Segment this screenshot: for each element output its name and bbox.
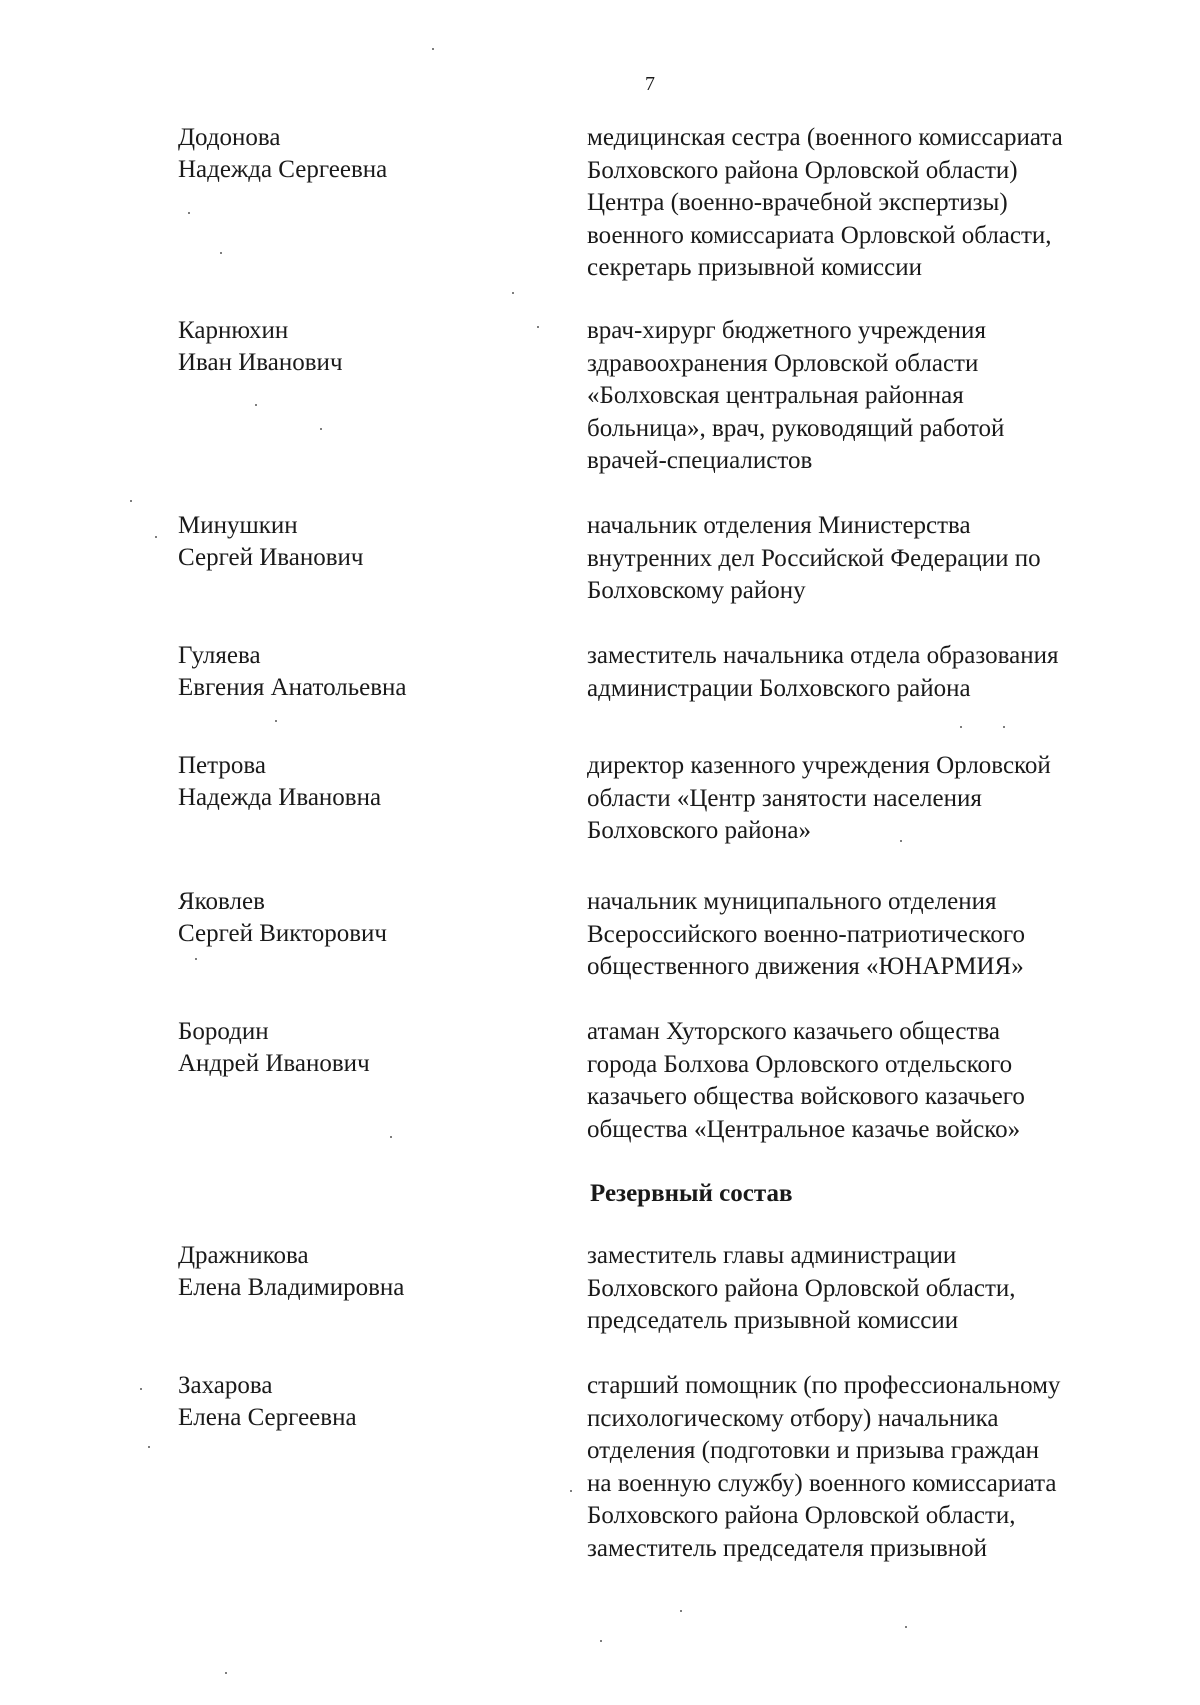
member-surname: Карнюхин	[178, 317, 289, 344]
member-name	[178, 1370, 558, 1434]
scan-speck	[390, 1136, 392, 1138]
scan-speck	[148, 1446, 150, 1448]
scan-speck	[960, 726, 962, 728]
scan-speck	[905, 1626, 907, 1628]
member-name	[178, 1240, 558, 1304]
page-number: 7	[645, 73, 655, 95]
member-name	[178, 510, 558, 574]
scan-speck	[900, 840, 902, 842]
member-name	[178, 886, 558, 950]
scan-speck	[512, 292, 514, 294]
member-given-names: Евгения Анатольевна	[178, 674, 407, 701]
scan-speck	[220, 252, 222, 254]
member-role: заместитель начальника отдела образования администрации Болховского района	[587, 642, 1059, 702]
member-name	[178, 750, 558, 814]
member-given-names: Сергей Викторович	[178, 920, 387, 947]
member-role: атаман Хуторского казачьего общества города Болхова Орловского отдельского казачьего общества войскового казачьего общества «Центральное казачье войско»	[587, 1018, 1025, 1143]
scan-speck	[140, 1388, 142, 1390]
member-given-names: Елена Сергеевна	[178, 1404, 357, 1431]
member-name	[178, 640, 558, 704]
member-role: врач-хирург бюджетного учреждения здравоохранения Орловской области «Болховская центральная районная больница», врач, руководящий работой врачей-специалистов	[587, 317, 1005, 474]
scan-speck	[188, 212, 190, 214]
member-surname: Гуляева	[178, 642, 261, 669]
member-name	[178, 315, 558, 379]
scan-speck	[432, 48, 434, 50]
member-name	[178, 122, 558, 186]
member-given-names: Андрей Иванович	[178, 1050, 370, 1077]
reserve-section-heading: Резервный состав	[590, 1180, 793, 1207]
member-role: заместитель главы администрации Болховского района Орловской области, председатель призывной комиссии	[587, 1242, 1016, 1334]
member-role: начальник отделения Министерства внутренних дел Российской Федерации по Болховскому району	[587, 512, 1041, 604]
member-given-names: Сергей Иванович	[178, 544, 364, 571]
member-given-names: Иван Иванович	[178, 349, 343, 376]
scan-speck	[195, 958, 197, 960]
member-role: старший помощник (по профессиональному психологическому отбору) начальника отделения (подготовки и призыва граждан на военную службу) военного комиссариата Болховского района Орловской области, заместитель председателя призывной	[587, 1372, 1061, 1562]
scan-speck	[600, 1640, 602, 1642]
member-surname: Захарова	[178, 1372, 273, 1399]
member-surname: Яковлев	[178, 888, 265, 915]
scan-speck	[275, 720, 277, 722]
member-surname: Петрова	[178, 752, 266, 779]
scan-speck	[155, 536, 157, 538]
scan-speck	[1003, 726, 1005, 728]
scan-speck	[537, 326, 539, 328]
scan-speck	[320, 428, 322, 430]
member-surname: Минушкин	[178, 512, 298, 539]
scan-speck	[680, 1610, 682, 1612]
member-surname: Бородин	[178, 1018, 269, 1045]
member-surname: Додонова	[178, 124, 281, 151]
member-role: медицинская сестра (военного комиссариата Болховского района Орловской области) Центра (военно-врачебной экспертизы) военного комиссариата Орловской области, секретарь призывной комиссии	[587, 124, 1063, 281]
member-surname: Дражникова	[178, 1242, 309, 1269]
member-role: директор казенного учреждения Орловской области «Центр занятости населения Болховского района»	[587, 752, 1051, 844]
scan-speck	[130, 500, 132, 502]
scan-speck	[570, 1490, 572, 1492]
member-role: начальник муниципального отделения Всероссийского военно-патриотического общественного движения «ЮНАРМИЯ»	[587, 888, 1026, 980]
scan-speck	[225, 1672, 227, 1674]
scan-speck	[255, 404, 257, 406]
member-given-names: Елена Владимировна	[178, 1274, 405, 1301]
member-given-names: Надежда Сергеевна	[178, 156, 388, 183]
member-name	[178, 1016, 558, 1080]
member-given-names: Надежда Ивановна	[178, 784, 382, 811]
